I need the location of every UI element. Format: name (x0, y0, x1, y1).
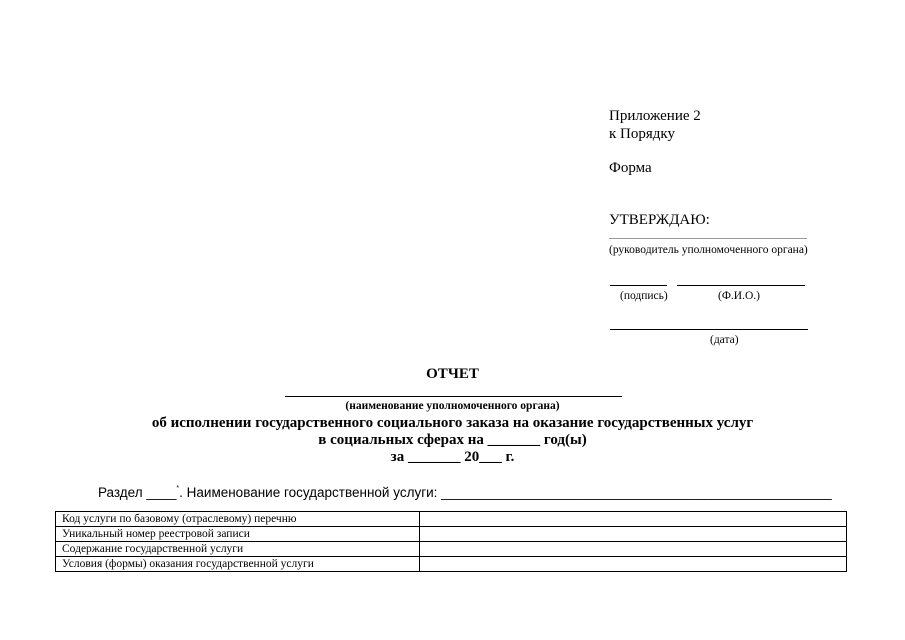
row-label: Содержание государственной услуги (56, 542, 420, 557)
organ-caption: (наименование уполномоченного органа) (345, 400, 560, 412)
full-name-caption: (Ф.И.О.) (718, 290, 760, 302)
row-value-cell[interactable] (420, 557, 847, 572)
signature-line (610, 285, 667, 286)
report-subtitle-line2: в социальных сферах на _______ год(ы) (318, 432, 587, 448)
head-signature-line (609, 238, 807, 239)
head-caption: (руководитель уполномоченного органа) (609, 244, 808, 256)
table-row (56, 512, 847, 527)
table-row (56, 542, 847, 557)
row-label: Уникальный номер реестровой записи (56, 527, 420, 542)
report-subtitle-line1: об исполнении государственного социального заказа на оказание государственных услуг (151, 415, 754, 431)
row-value-cell[interactable] (420, 512, 847, 527)
appendix-label: Приложение 2 (609, 108, 701, 124)
report-period-line: за _______ 20___ г. (390, 449, 515, 465)
section-footnote-mark: * (176, 485, 180, 492)
service-table (55, 511, 847, 572)
date-line (610, 329, 808, 330)
signature-caption: (подпись) (620, 290, 668, 302)
approval-title: УТВЕРЖДАЮ: (609, 212, 710, 228)
form-label: Форма (609, 160, 652, 176)
appendix-order-label: к Порядку (609, 126, 675, 142)
row-label: Код услуги по базовому (отраслевому) перечню (56, 512, 420, 527)
full-name-line (677, 285, 805, 286)
table-row (56, 527, 847, 542)
row-label: Условия (формы) оказания государственной услуги (56, 557, 420, 572)
service-name-label: . Наименование государственной услуги: ____________________________________________________ (179, 485, 832, 500)
row-value-cell[interactable] (420, 527, 847, 542)
section-heading (98, 481, 832, 501)
date-caption: (дата) (710, 334, 739, 346)
row-value-cell[interactable] (420, 542, 847, 557)
report-title: ОТЧЕТ (426, 366, 479, 382)
table-row (56, 557, 847, 572)
section-number: Раздел ____ (98, 485, 177, 500)
organ-name-line (285, 396, 622, 397)
